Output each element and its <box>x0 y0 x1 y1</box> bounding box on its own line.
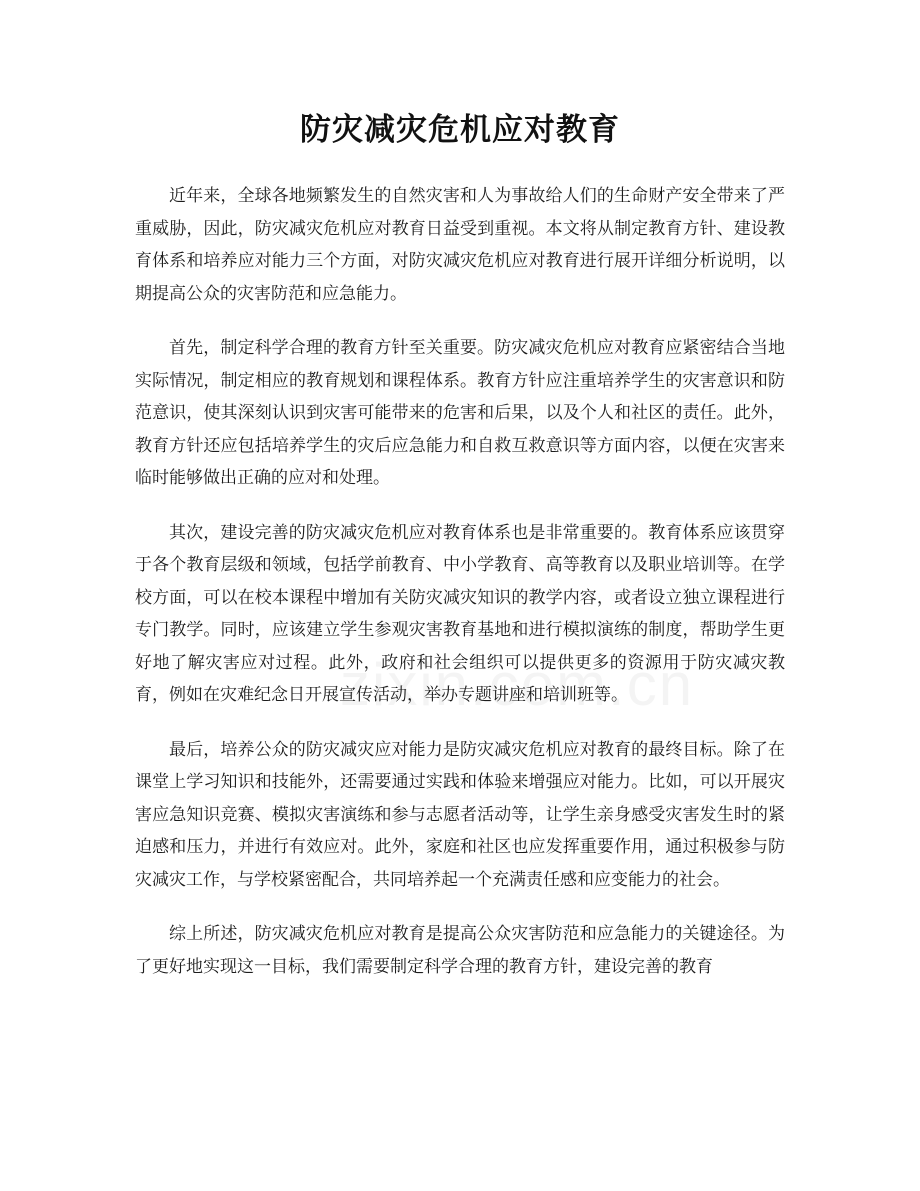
paragraph-conclusion: 综上所述，防灾减灾危机应对教育是提高公众灾害防范和应急能力的关键途径。为了更好地实现这一目标，我们需要制定科学合理的教育方针，建设完善的教育 <box>135 924 785 977</box>
paragraph-intro: 近年来，全球各地频繁发生的自然灾害和人为事故给人们的生命财产安全带来了严重威胁，因此，防灾减灾危机应对教育日益受到重视。本文将从制定教育方针、建设教育体系和培养应对能力三个方面，对防灾减灾危机应对教育进行展开详细分析说明，以期提高公众的灾害防范和应急能力。 <box>135 186 785 304</box>
paragraph-last: 最后，培养公众的防灾减灾应对能力是防灾减灾危机应对教育的最终目标。除了在课堂上学习知识和技能外，还需要通过实践和体验来增强应对能力。比如，可以开展灾害应急知识竞赛、模拟灾害演练和参与志愿者活动等，让学生亲身感受灾害发生时的紧迫感和压力，并进行有效应对。此外，家庭和社区也应发挥重要作用，通过积极参与防灾减灾工作，与学校紧密配合，共同培养起一个充满责任感和应变能力的社会。 <box>135 739 785 890</box>
paragraph-first: 首先，制定科学合理的教育方针至关重要。防灾减灾危机应对教育应紧密结合当地实际情况，制定相应的教育规划和课程体系。教育方针应注重培养学生的灾害意识和防范意识，使其深刻认识到灾害可能带来的危害和后果，以及个人和社区的责任。此外，教育方针还应包括培养学生的灾后应急能力和自救互救意识等方面内容，以便在灾害来临时能够做出正确的应对和处理。 <box>135 338 785 488</box>
paragraph-second: 其次，建设完善的防灾减灾危机应对教育体系也是非常重要的。教育体系应该贯穿于各个教育层级和领域，包括学前教育、中小学教育、高等教育以及职业培训等。在学校方面，可以在校本课程中增加有关防灾减灾知识的教学内容，或者设立独立课程进行专门教学。同时，应该建立学生参观灾害教育基地和进行模拟演练的制度，帮助学生更好地了解灾害应对过程。此外，政府和社会组织可以提供更多的资源用于防灾减灾教育，例如在灾难纪念日开展宣传活动，举办专题讲座和培训班等。 <box>135 522 785 705</box>
document-body <box>135 180 785 1005</box>
document-title: 防灾减灾危机应对教育 <box>300 112 620 148</box>
